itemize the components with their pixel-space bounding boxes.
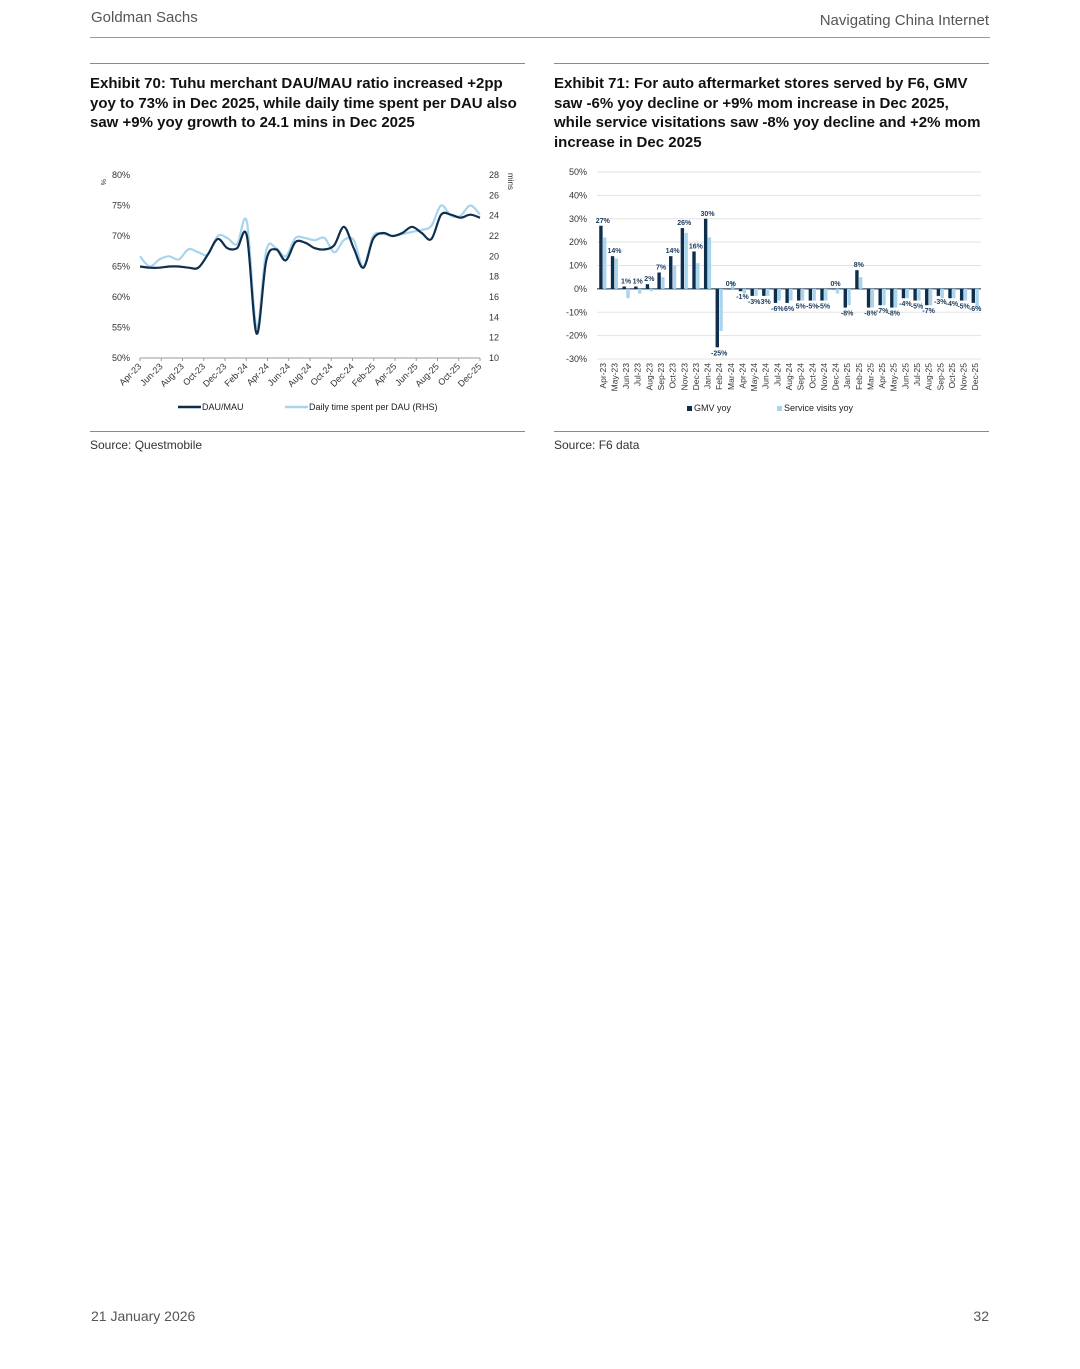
left-axis-unit-label: %	[99, 179, 106, 186]
legend-label-daily-time-spent: Daily time spent per DAU (RHS)	[309, 402, 438, 412]
bar-gmv-yoy	[913, 289, 916, 301]
y-axis-tick-label: 20%	[568, 237, 587, 248]
bar-gmv-yoy	[692, 251, 695, 288]
x-axis-tick-label: Dec-24	[830, 363, 841, 391]
x-axis-tick-label: Sep-23	[656, 363, 666, 391]
header-divider	[90, 37, 990, 38]
bar-service-visits-yoy	[778, 289, 781, 301]
left-axis-tick-label: 75%	[111, 200, 130, 211]
bar-service-visits-yoy	[824, 289, 827, 301]
legend-label-gmv-yoy: GMV yoy	[694, 403, 732, 413]
exhibit-70-title: Exhibit 70: Tuhu merchant DAU/MAU ratio increased +2pp yoy to 73% in Dec 2025, while daily time spent per DAU also saw +9% yoy growth to 24.1 mins in Dec 2025	[90, 75, 517, 131]
x-axis-tick-label: Jun-24	[265, 361, 293, 388]
x-axis-tick-label: Mar-24	[725, 363, 736, 390]
bar-gmv-yoy	[622, 287, 625, 289]
bar-service-visits-yoy	[719, 289, 722, 331]
legend-swatch-service-visits-yoy	[777, 406, 782, 411]
bar-service-visits-yoy	[603, 237, 606, 288]
bar-service-visits-yoy	[615, 258, 618, 288]
right-axis-tick-label: 16	[489, 292, 500, 302]
exhibit-70-chart	[90, 163, 525, 423]
x-axis-tick-label: Aug-23	[158, 361, 186, 389]
x-axis-tick-label: Jul-25	[912, 363, 922, 387]
bar-gmv-yoy	[681, 228, 684, 289]
right-axis-tick-label: 28	[489, 170, 500, 180]
bar-gmv-yoy	[704, 219, 707, 289]
bar-gmv-yoy	[646, 284, 649, 289]
bar-service-visits-yoy	[952, 289, 955, 298]
bar-gmv-yoy	[774, 289, 777, 303]
x-axis-tick-label: Aug-24	[285, 361, 314, 389]
exhibit-71-panel	[554, 63, 989, 452]
data-label-gmv-yoy: 0%	[830, 280, 841, 288]
x-axis-tick-label: Jun-25	[900, 363, 911, 389]
bar-service-visits-yoy	[743, 289, 746, 294]
exhibit-70-bottom-rule	[90, 431, 525, 432]
data-label-gmv-yoy: -6%	[968, 305, 982, 313]
series-line-daily-time-spent	[140, 205, 480, 327]
x-axis-tick-label: Nov-23	[679, 363, 690, 391]
x-axis-tick-label: Oct-23	[180, 361, 208, 388]
right-axis-unit-label: mins	[506, 173, 515, 190]
data-label-gmv-yoy: 7%	[655, 264, 667, 272]
bar-service-visits-yoy	[673, 266, 676, 289]
data-label-gmv-yoy: 14%	[665, 248, 680, 256]
footer-date: 21 January 2026	[91, 1308, 196, 1324]
right-axis-tick-label: 12	[489, 332, 500, 343]
x-axis-tick-label: Mar-25	[865, 363, 876, 390]
bar-gmv-yoy	[902, 289, 905, 298]
data-label-gmv-yoy: 1%	[621, 278, 632, 286]
x-axis-tick-label: Dec-23	[690, 363, 701, 391]
bar-service-visits-yoy	[847, 289, 850, 305]
bar-service-visits-yoy	[975, 289, 978, 308]
exhibit-71-bottom-rule	[554, 431, 989, 432]
bar-gmv-yoy	[716, 289, 719, 347]
x-axis-tick-label: Jul-24	[772, 363, 783, 387]
x-axis-tick-label: Jun-25	[393, 361, 420, 388]
bar-service-visits-yoy	[871, 289, 874, 308]
x-axis-tick-label: Sep-24	[795, 363, 806, 391]
bar-service-visits-yoy	[638, 289, 641, 294]
data-label-gmv-yoy: 5%	[795, 303, 806, 311]
data-label-gmv-yoy: -5%	[817, 303, 831, 311]
data-label-gmv-yoy: 30%	[700, 210, 715, 218]
data-label-gmv-yoy: 8%	[853, 262, 864, 270]
bar-service-visits-yoy	[661, 277, 664, 289]
data-label-gmv-yoy: -5%	[806, 303, 819, 311]
data-label-gmv-yoy: 3%	[760, 298, 771, 306]
x-axis-tick-label: Jun-23	[138, 361, 165, 388]
data-label-gmv-yoy: -8%	[864, 310, 877, 318]
x-axis-tick-label: Oct-24	[308, 361, 335, 388]
exhibit-70-top-rule	[90, 63, 525, 64]
data-label-gmv-yoy: -8%	[840, 310, 854, 318]
bar-service-visits-yoy	[812, 289, 815, 301]
bar-gmv-yoy	[785, 289, 788, 303]
bar-service-visits-yoy	[964, 289, 967, 301]
bar-gmv-yoy	[925, 289, 928, 305]
data-label-gmv-yoy: -4%	[945, 301, 959, 309]
bar-service-visits-yoy	[789, 289, 792, 301]
bar-service-visits-yoy	[684, 233, 687, 289]
left-axis-tick-label: 55%	[111, 322, 130, 333]
exhibit-71-title: Exhibit 71: For auto aftermarket stores served by F6, GMV saw -6% yoy decline or +9% mom increase in Dec 2025, while service visitations saw -8% yoy decline and +2% mom increase in Dec 2025	[554, 75, 981, 151]
left-axis-tick-label: 50%	[111, 353, 130, 363]
data-label-gmv-yoy: 1%	[632, 278, 643, 286]
data-label-gmv-yoy: 2%	[644, 276, 655, 284]
x-axis-tick-label: Feb-25	[349, 361, 378, 389]
x-axis-tick-label: May-23	[609, 363, 620, 392]
bar-gmv-yoy	[960, 289, 963, 301]
y-axis-tick-label: 50%	[568, 167, 587, 177]
x-axis-tick-label: Nov-24	[818, 363, 829, 391]
bar-gmv-yoy	[890, 289, 893, 308]
x-axis-tick-label: Oct-23	[667, 363, 678, 389]
bar-service-visits-yoy	[836, 289, 839, 294]
x-axis-tick-label: Feb-25	[853, 363, 864, 390]
bar-service-visits-yoy	[859, 277, 862, 289]
left-axis-tick-label: 80%	[111, 170, 130, 180]
y-axis-tick-label: -20%	[565, 330, 587, 341]
right-axis-tick-label: 26	[489, 190, 500, 201]
y-axis-tick-label: 0%	[573, 283, 587, 294]
data-label-gmv-yoy: -1%	[736, 294, 749, 302]
bar-gmv-yoy	[797, 289, 800, 301]
x-axis-tick-label: Apr-24	[737, 363, 748, 389]
right-axis-tick-label: 18	[489, 271, 500, 282]
right-axis-tick-label: 22	[489, 231, 500, 241]
exhibit-71-top-rule	[554, 63, 989, 64]
left-axis-tick-label: 70%	[111, 231, 130, 241]
y-axis-tick-label: 30%	[568, 213, 587, 224]
x-axis-tick-label: Aug-25	[923, 363, 934, 391]
x-axis-tick-label: Apr-23	[597, 363, 608, 389]
bar-gmv-yoy	[855, 270, 858, 289]
x-axis-tick-label: Sep-25	[935, 363, 946, 391]
x-axis-tick-label: Dec-25	[455, 361, 484, 389]
data-label-gmv-yoy: -4%	[899, 301, 912, 309]
right-axis-tick-label: 10	[489, 353, 500, 363]
x-axis-tick-label: Apr-24	[244, 361, 271, 388]
bar-gmv-yoy	[762, 289, 765, 296]
x-axis-tick-label: Apr-23	[117, 361, 144, 388]
x-axis-tick-label: Jun-24	[760, 363, 771, 389]
bar-service-visits-yoy	[917, 289, 920, 301]
bar-gmv-yoy	[820, 289, 823, 301]
x-axis-tick-label: Jan-24	[702, 363, 713, 389]
x-axis-tick-label: Jul-23	[632, 363, 643, 387]
x-axis-tick-label: Nov-25	[958, 363, 969, 391]
right-axis-tick-label: 20	[489, 251, 500, 262]
bar-gmv-yoy	[599, 226, 602, 289]
y-axis-tick-label: 10%	[568, 260, 587, 271]
x-axis-tick-label: Apr-25	[372, 361, 399, 388]
y-axis-tick-label: -10%	[565, 307, 587, 318]
exhibit-71-source: Source: F6 data	[554, 438, 640, 452]
bar-service-visits-yoy	[696, 263, 699, 289]
exhibit-70-source: Source: Questmobile	[90, 438, 203, 452]
data-label-gmv-yoy: 16%	[688, 243, 703, 251]
bar-gmv-yoy	[657, 273, 660, 289]
data-label-gmv-yoy: -8%	[887, 310, 900, 318]
data-label-gmv-yoy: -7%	[922, 308, 935, 316]
x-axis-tick-label: Aug-25	[413, 361, 441, 389]
data-label-gmv-yoy: 26%	[677, 220, 692, 228]
bar-service-visits-yoy	[906, 289, 909, 298]
series-line-dau-mau	[140, 213, 480, 334]
x-axis-tick-label: Feb-24	[222, 361, 250, 389]
bar-service-visits-yoy	[801, 289, 804, 301]
header-brand: Goldman Sachs	[91, 9, 198, 26]
legend-swatch-gmv-yoy	[687, 406, 692, 411]
bar-service-visits-yoy	[882, 289, 885, 305]
legend-label-dau-mau: DAU/MAU	[202, 402, 244, 412]
bar-gmv-yoy	[878, 289, 881, 305]
header-report-title: Navigating China Internet	[819, 12, 989, 29]
bar-gmv-yoy	[727, 289, 730, 290]
exhibit-70-panel	[90, 63, 525, 452]
bar-service-visits-yoy	[929, 289, 932, 305]
x-axis-tick-label: Aug-24	[784, 363, 794, 391]
bar-gmv-yoy	[739, 289, 742, 291]
right-axis-tick-label: 14	[489, 312, 500, 323]
bar-gmv-yoy	[948, 289, 951, 298]
bar-service-visits-yoy	[894, 289, 897, 308]
bar-service-visits-yoy	[766, 289, 769, 296]
x-axis-tick-label: May-24	[749, 363, 760, 392]
data-label-gmv-yoy: -25%	[711, 350, 728, 358]
bar-gmv-yoy	[750, 289, 753, 296]
bar-gmv-yoy	[844, 289, 847, 308]
data-label-gmv-yoy: -6%	[771, 305, 784, 313]
x-axis-tick-label: May-25	[888, 363, 899, 392]
y-axis-tick-label: 40%	[568, 190, 587, 201]
bar-gmv-yoy	[867, 289, 870, 308]
bar-service-visits-yoy	[708, 237, 711, 288]
data-label-gmv-yoy: -7%	[875, 308, 889, 316]
bar-gmv-yoy	[937, 289, 940, 296]
x-axis-tick-label: Jan-25	[842, 363, 853, 389]
legend-label-service-visits-yoy: Service visits yoy	[784, 403, 854, 413]
x-axis-tick-label: Dec-23	[200, 361, 229, 389]
data-label-gmv-yoy: 6%	[783, 305, 795, 313]
bar-service-visits-yoy	[626, 289, 629, 298]
data-label-gmv-yoy: 14%	[607, 248, 622, 256]
bar-service-visits-yoy	[650, 289, 653, 291]
data-label-gmv-yoy: -5%	[957, 303, 970, 311]
x-axis-tick-label: Oct-24	[807, 363, 818, 389]
left-axis-tick-label: 65%	[111, 261, 130, 272]
x-axis-tick-label: Feb-24	[714, 363, 725, 390]
bar-gmv-yoy	[809, 289, 812, 301]
data-label-gmv-yoy: -3%	[934, 298, 947, 306]
data-label-gmv-yoy: 27%	[595, 217, 610, 225]
exhibit-71-chart	[554, 160, 989, 430]
x-axis-tick-label: Aug-23	[644, 363, 655, 391]
x-axis-tick-label: Apr-25	[877, 363, 888, 389]
bar-gmv-yoy	[611, 256, 614, 289]
x-axis-tick-label: Oct-25	[946, 363, 957, 389]
data-label-gmv-yoy: 0%	[725, 280, 736, 288]
data-label-gmv-yoy: -3%	[747, 298, 761, 306]
bar-service-visits-yoy	[754, 289, 757, 296]
y-axis-tick-label: -30%	[565, 354, 587, 364]
left-axis-tick-label: 60%	[111, 292, 130, 302]
bar-service-visits-yoy	[940, 289, 943, 298]
x-axis-tick-label: Dec-24	[328, 361, 356, 389]
footer-page-number: 32	[973, 1308, 989, 1324]
x-axis-tick-label: Oct-25	[435, 361, 463, 388]
bar-gmv-yoy	[832, 289, 835, 290]
bar-gmv-yoy	[669, 256, 672, 289]
data-label-gmv-yoy: -5%	[910, 303, 924, 311]
x-axis-tick-label: Jun-23	[621, 363, 632, 389]
x-axis-tick-label: Dec-25	[970, 363, 981, 391]
bar-gmv-yoy	[972, 289, 975, 303]
bar-gmv-yoy	[634, 287, 637, 289]
right-axis-tick-label: 24	[489, 210, 500, 221]
